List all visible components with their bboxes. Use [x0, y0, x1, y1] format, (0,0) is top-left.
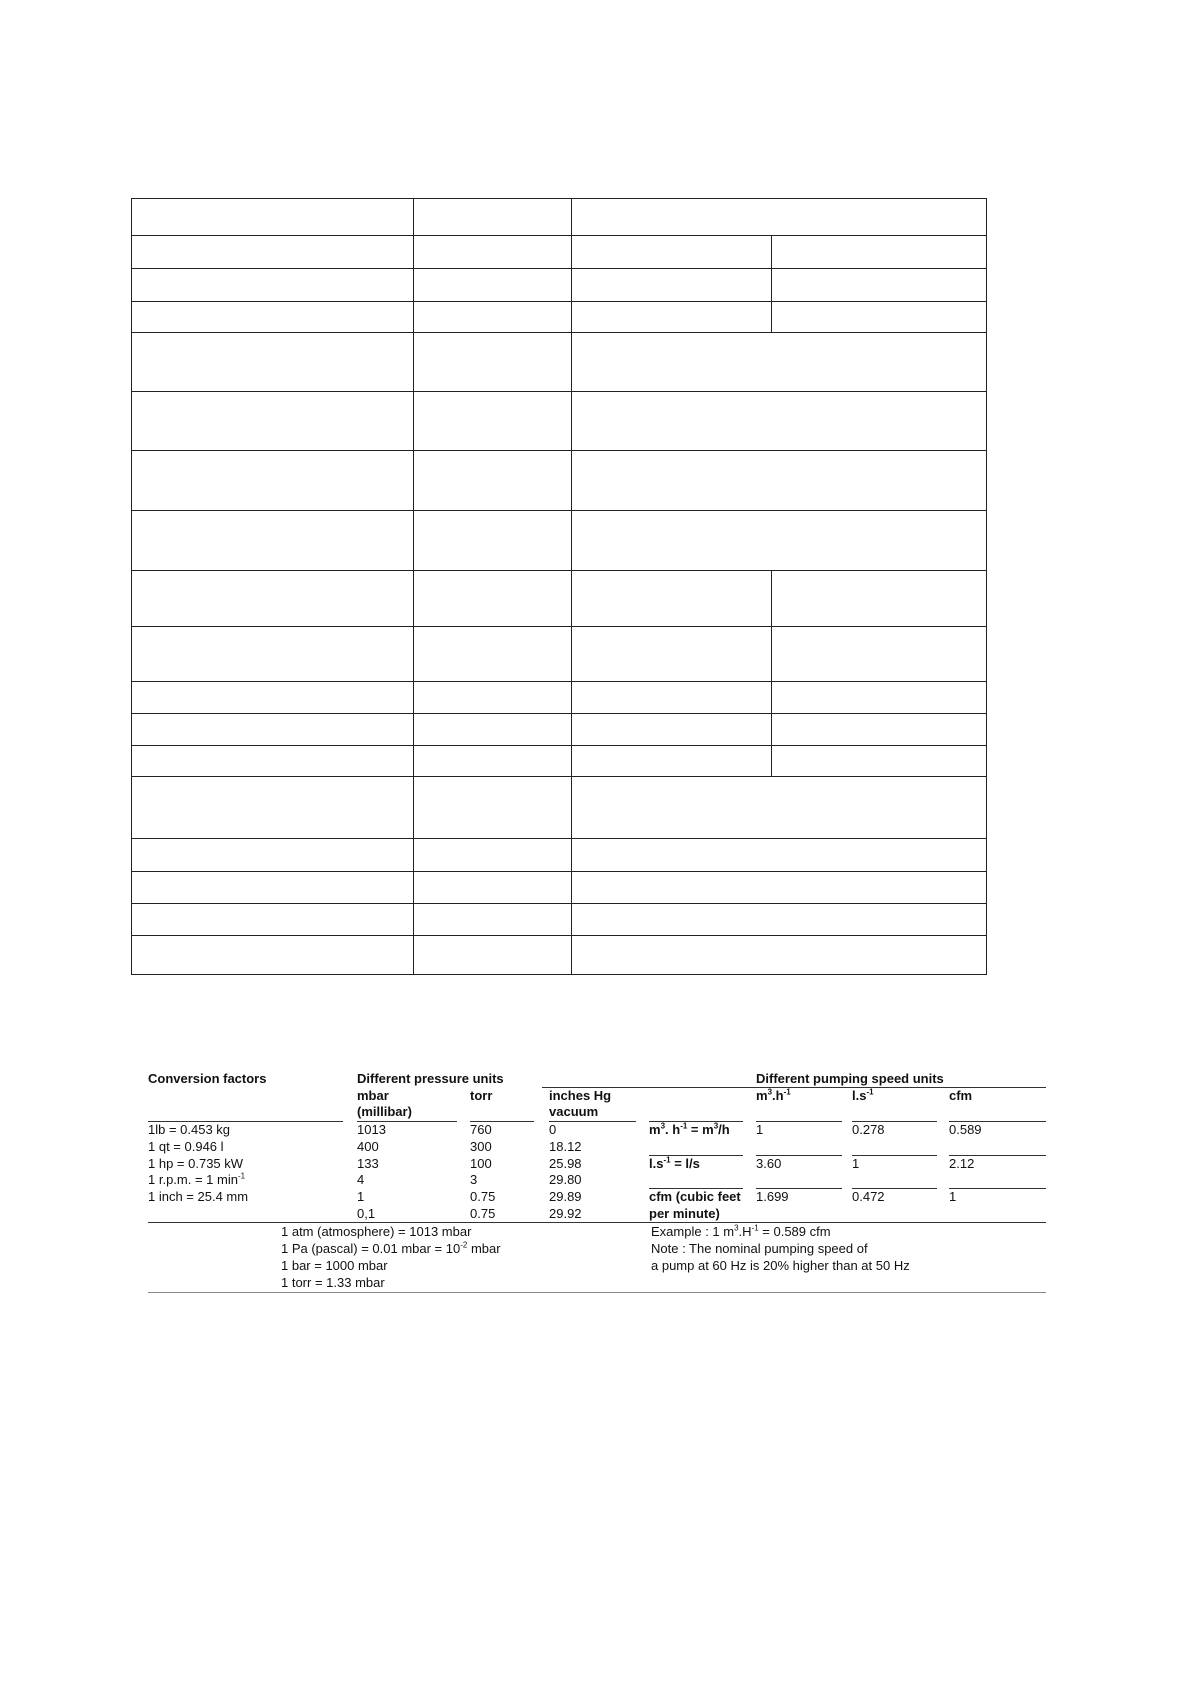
speed-row-m3h-label [649, 1122, 730, 1137]
speed-value: 0.278 [852, 1122, 885, 1137]
table-row [132, 451, 987, 511]
table-cell [572, 269, 772, 302]
table-cell [414, 571, 572, 627]
table-cell [132, 511, 414, 571]
speed-note-1: Note : The nominal pumping speed of [651, 1241, 868, 1256]
table-cell [772, 627, 987, 682]
table-cell [414, 511, 572, 571]
speed-row-cfm-label-1: cfm (cubic feet [649, 1189, 741, 1204]
note-pa-suffix: mbar [467, 1241, 501, 1256]
speed-label-part: . h [665, 1122, 681, 1137]
table-cell [414, 904, 572, 936]
table-cell [132, 627, 414, 682]
table-cell [414, 236, 572, 269]
section-rule [148, 1222, 1046, 1223]
table-cell [132, 302, 414, 333]
table-cell [414, 777, 572, 839]
factor-lb: 1lb = 0.453 kg [148, 1122, 231, 1137]
pressure-torr: 3 [470, 1172, 478, 1187]
table-row [132, 511, 987, 571]
table-row [132, 746, 987, 777]
speed-value: 1.699 [756, 1189, 789, 1204]
col-m3h [756, 1088, 791, 1103]
col-mbar-sub: (millibar) [357, 1104, 412, 1119]
pressure-torr: 760 [470, 1122, 492, 1137]
speed-label-part: /h [718, 1122, 730, 1137]
table-cell [572, 904, 987, 936]
table-cell [572, 236, 772, 269]
factor-inch: 1 inch = 25.4 mm [148, 1189, 249, 1204]
table-cell [572, 392, 987, 451]
pressure-inhg: 29.89 [549, 1189, 582, 1204]
table-cell [772, 302, 987, 333]
conversion-title: Conversion factors [148, 1071, 267, 1086]
table-cell [414, 746, 572, 777]
table-row [132, 199, 987, 236]
table-cell [132, 746, 414, 777]
table-cell [132, 392, 414, 451]
note-pa-exp: -2 [460, 1240, 468, 1250]
table-cell [772, 269, 987, 302]
table-cell [572, 714, 772, 746]
pressure-mbar: 0,1 [357, 1206, 376, 1221]
col-m3h-exp1: 3 [767, 1087, 773, 1097]
pressure-inhg: 25.98 [549, 1156, 582, 1171]
rule [756, 1121, 842, 1122]
table-row [132, 777, 987, 839]
section-rule [148, 1292, 1046, 1293]
pressure-torr: 100 [470, 1156, 492, 1171]
pressure-mbar: 4 [357, 1172, 365, 1187]
speed-label-part: = l/s [670, 1156, 700, 1171]
table-cell [414, 682, 572, 714]
table-cell [414, 333, 572, 392]
table-cell [772, 746, 987, 777]
table-cell [572, 302, 772, 333]
factor-rpm-text: 1 r.p.m. = 1 min [148, 1172, 238, 1187]
note-pa [281, 1241, 501, 1256]
table-cell [132, 199, 414, 236]
example-part: .H [738, 1224, 752, 1239]
note-bar: 1 bar = 1000 mbar [281, 1258, 388, 1273]
pressure-inhg: 29.92 [549, 1206, 582, 1221]
pressure-mbar: 400 [357, 1139, 379, 1154]
example-exp: 3 [734, 1223, 739, 1233]
rule [949, 1188, 1046, 1189]
table-cell [572, 936, 987, 975]
speed-example [651, 1224, 831, 1239]
table-row [132, 714, 987, 746]
table-cell [132, 777, 414, 839]
speed-value: 0.472 [852, 1189, 885, 1204]
factor-rpm-exp: -1 [237, 1171, 246, 1181]
col-m3h-mid: .h [772, 1088, 784, 1103]
table-cell [572, 746, 772, 777]
table-cell [414, 269, 572, 302]
speed-label-exp: -1 [663, 1155, 671, 1165]
table-row [132, 333, 987, 392]
col-ls [852, 1088, 874, 1103]
example-part: Example : 1 m [651, 1224, 735, 1239]
table-cell [572, 571, 772, 627]
table-cell [572, 333, 987, 392]
speed-label-exp: -1 [680, 1121, 688, 1131]
col-inhg: inches Hg [549, 1088, 612, 1103]
col-mbar: mbar [357, 1088, 389, 1103]
table-row [132, 936, 987, 975]
table-cell [132, 571, 414, 627]
speed-value: 0.589 [949, 1122, 982, 1137]
speed-label-exp: 3 [713, 1121, 719, 1131]
speed-value: 1 [949, 1189, 957, 1204]
example-exp: -1 [751, 1223, 759, 1233]
table-cell [414, 839, 572, 872]
note-torr: 1 torr = 1.33 mbar [281, 1275, 385, 1290]
table-cell [414, 199, 572, 236]
table-row [132, 236, 987, 269]
table-cell [572, 511, 987, 571]
table-row [132, 302, 987, 333]
col-inhg-sub: vacuum [549, 1104, 599, 1119]
table-cell [414, 936, 572, 975]
pressure-torr: 0.75 [470, 1189, 496, 1204]
table-cell [572, 627, 772, 682]
table-cell [572, 682, 772, 714]
table-cell [772, 236, 987, 269]
speed-label-part: = m [687, 1122, 714, 1137]
pressure-mbar: 1 [357, 1189, 365, 1204]
pressure-torr: 0.75 [470, 1206, 496, 1221]
speed-value: 1 [756, 1122, 764, 1137]
factor-hp: 1 hp = 0.735 kW [148, 1156, 244, 1171]
speed-row-ls-label [649, 1156, 700, 1171]
table-cell [772, 682, 987, 714]
table-cell [414, 872, 572, 904]
table-row [132, 904, 987, 936]
pressure-title: Different pressure units [357, 1071, 504, 1086]
col-m3h-base: m [756, 1088, 768, 1103]
table-cell [572, 199, 987, 236]
spec-table [131, 198, 987, 975]
table-cell [572, 451, 987, 511]
col-ls-base: l.s [852, 1088, 867, 1103]
table-cell [132, 936, 414, 975]
speed-label-part: m [649, 1122, 661, 1137]
pressure-mbar: 1013 [357, 1122, 386, 1137]
speed-label-exp: 3 [660, 1121, 666, 1131]
table-cell [414, 302, 572, 333]
table-row [132, 269, 987, 302]
table-row [132, 839, 987, 872]
table-cell [132, 269, 414, 302]
table-cell [132, 904, 414, 936]
table-row [132, 571, 987, 627]
note-pa-prefix: 1 Pa (pascal) = 0.01 mbar = 10 [281, 1241, 461, 1256]
table-cell [572, 777, 987, 839]
note-atm: 1 atm (atmosphere) = 1013 mbar [281, 1224, 472, 1239]
table-cell [772, 714, 987, 746]
table-cell [132, 872, 414, 904]
speed-value: 2.12 [949, 1156, 975, 1171]
speed-note-2: a pump at 60 Hz is 20% higher than at 50 Hz [651, 1258, 910, 1273]
col-m3h-exp2: -1 [783, 1087, 791, 1097]
factor-rpm [148, 1172, 245, 1187]
pressure-mbar: 133 [357, 1156, 379, 1171]
table-cell [132, 839, 414, 872]
table-cell [132, 714, 414, 746]
speed-row-cfm-label-2: per minute) [649, 1206, 720, 1221]
table-cell [572, 872, 987, 904]
table-cell [414, 714, 572, 746]
table-cell [132, 333, 414, 392]
speed-value: 1 [852, 1156, 860, 1171]
factor-qt: 1 qt = 0.946 l [148, 1139, 224, 1154]
table-cell [132, 682, 414, 714]
pressure-inhg: 0 [549, 1122, 557, 1137]
speed-title: Different pumping speed units [756, 1071, 944, 1086]
col-ls-exp: -1 [866, 1087, 874, 1097]
pressure-torr: 300 [470, 1139, 492, 1154]
table-cell [772, 571, 987, 627]
table-cell [414, 451, 572, 511]
pressure-inhg: 29.80 [549, 1172, 582, 1187]
table-row [132, 872, 987, 904]
speed-value: 3.60 [756, 1156, 782, 1171]
table-row [132, 627, 987, 682]
rule [852, 1155, 937, 1156]
example-part: = 0.589 cfm [758, 1224, 831, 1239]
table-row [132, 392, 987, 451]
table-row [132, 682, 987, 714]
rule [549, 1121, 636, 1122]
pressure-inhg: 18.12 [549, 1139, 582, 1154]
table-cell [414, 627, 572, 682]
col-torr: torr [470, 1088, 493, 1103]
table-cell [132, 451, 414, 511]
col-cfm: cfm [949, 1088, 973, 1103]
speed-label-part: l.s [649, 1156, 664, 1171]
table-cell [572, 839, 987, 872]
table-cell [414, 392, 572, 451]
table-cell [132, 236, 414, 269]
